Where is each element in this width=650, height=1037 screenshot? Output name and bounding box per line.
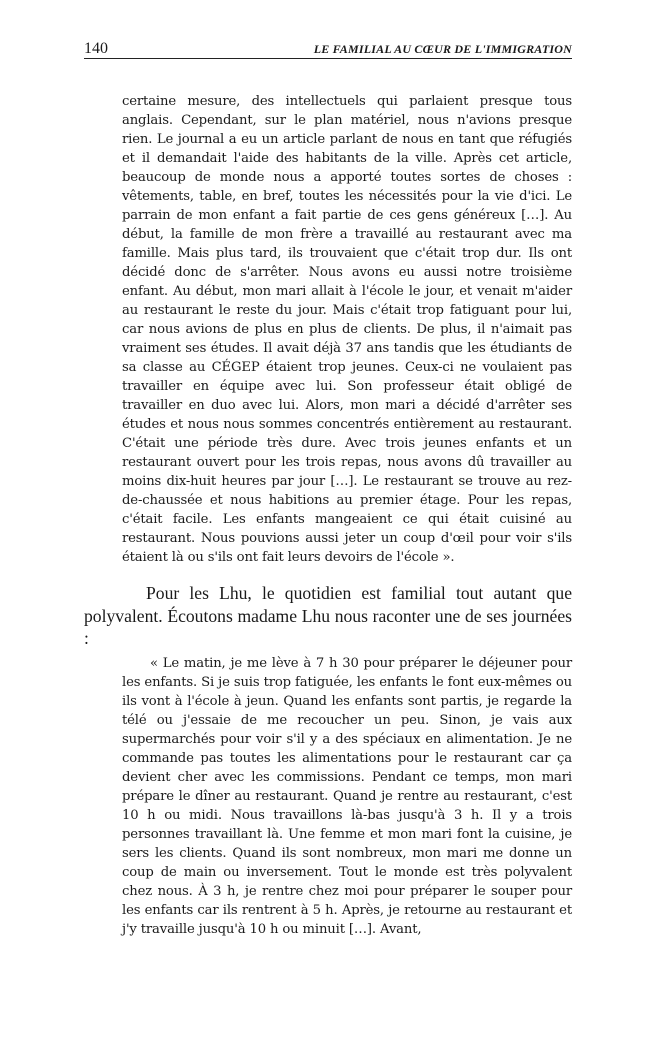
quote-paragraph: « Le matin, je me lève à 7 h 30 pour préparer le déjeuner pour les enfants. Si je suis trop fatiguée, les enfants le font eux-mêmes ou ils vont à l'école à jeun. Quand les enfants sont partis, je regarde la télé ou j'essaie de me recoucher un peu. Sinon, je vais aux supermarchés pour voir s'il y a des spéciaux en alimentation. Je ne commande pas toutes les alimentations pour le restaurant car ça devient cher avec les commissions. Pendant ce temps, mon mari prépare le dîner au restaurant. Quand je rentre au restaurant, c'est 10 h ou midi. Nous travaillons là-bas jusqu'à 3 h. Il y a trois personnes travaillant là. Une femme et mon mari font la cuisine, je sers les clients. Quand ils sont nombreux, mon mari me donne un coup de main ou inversement. Tout le monde est très polyvalent chez nous. À 3 h, je rentre chez moi pour préparer le souper pour les enfants car ils rentrent à 5 h. Après, je retourne au restaurant et j'y travaille jusqu'à 10 h ou minuit […]. Avant, — [122, 656, 572, 937]
quote-paragraph: certaine mesure, des intellectuels qui parlaient presque tous anglais. Cependant, sur le plan matériel, nous n'avions presque rien. Le journal a eu un article parlant de nous en tant que réfugiés et il demandait l'aide des habitants de la ville. Après cet article, beaucoup de monde nous a apporté toutes sortes de choses : vêtements, table, en bref, toutes les nécessités pour la vie d'ici. Le parrain de mon enfant a fait partie de ces gens généreux […]. Au début, la famille de mon frère a travaillé au restaurant avec ma famille. Mais plus tard, ils trouvaient que c'était trop dur. Ils ont décidé donc de s'arrêter. Nous avons eu aussi notre troisième enfant. Au début, mon mari allait à l'école le jour, et venait m'aider au restaurant le reste du jour. Mais c'était trop fatiguant pour lui, car nous avions de plus en plus de clients. De plus, il n'aimait pas vraiment ses études. Il avait déjà 37 ans tandis que les étudiants de sa classe au CÉGEP étaient trop jeunes. Ceux-ci ne voulaient pas travailler en équipe avec lui. Son professeur était obligé de travailler en duo avec lui. Alors, mon mari a décidé d'arrêter ses études et nous nous sommes concentrés entièrement au restaurant. C'était une période très dure. Avec trois jeunes enfants et un restaurant ouvert pour les trois repas, nous avons dû travailler au moins dix-huit heures par jour […]. Le restaurant se trouve au rez-de-chaussée et nous habitions au premier étage. Pour les repas, c'était facile. Les enfants mangeaient ce qui était cuisiné au restaurant. Nous pouvions aussi jeter un coup d'œil pour voir s'ils étaient là ou s'ils ont fait leurs devoirs de l'école ». — [122, 94, 572, 565]
running-title: LE FAMILIAL AU CŒUR DE L'IMMIGRATION — [313, 42, 572, 56]
block-quote-continued — [122, 92, 572, 567]
body-paragraph-block — [84, 582, 572, 650]
page-number: 140 — [84, 40, 108, 57]
running-header — [84, 38, 572, 59]
block-quote-second — [122, 654, 572, 939]
body-paragraph: Pour les Lhu, le quotidien est familial tout autant que polyvalent. Écoutons madame Lhu nous raconter une de ses journées : — [84, 583, 572, 648]
